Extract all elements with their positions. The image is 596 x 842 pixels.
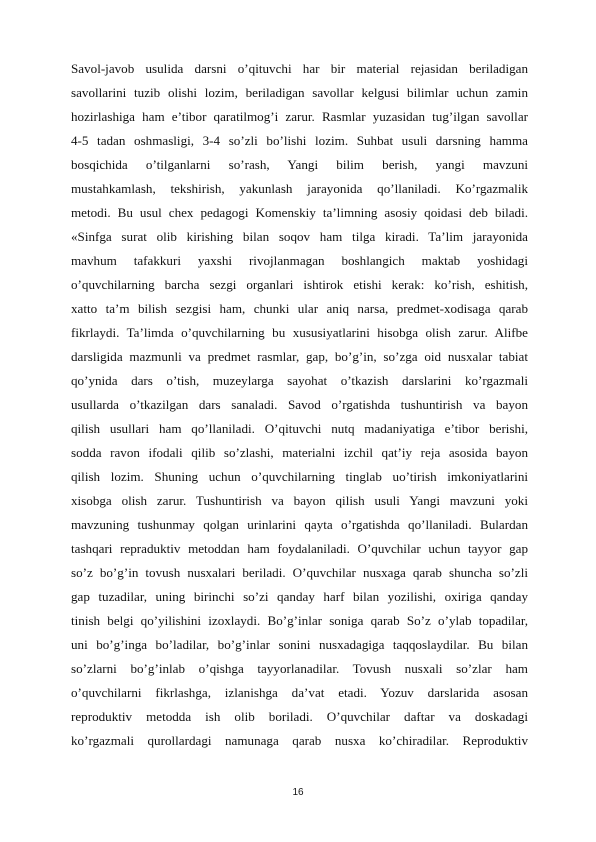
text-line: o’quvchilarni fikrlashga, izlanishga da’vat etadi. Yozuv darslarida asosan [71, 685, 528, 700]
text-line: ko’rgazmali qurollardagi namunaga qarab nusxa ko’chiradilar. Reproduktiv [71, 733, 528, 748]
text-line: reproduktiv metodda ish olib boriladi. O’quvchilar daftar va doskadagi [71, 709, 528, 724]
text-line: «Sinfga surat olib kirishing bilan soqov ham tilga kiradi. Ta’lim jarayonida [71, 229, 528, 244]
text-line: hozirlashiga ham e’tibor qaratilmog’i zarur. Rasmlar yuzasidan tug’ilgan savollar [71, 109, 528, 124]
text-line: mavhum tafakkuri yaxshi rivojlanmagan boshlangich maktab yoshidagi [71, 253, 528, 268]
text-line: usullarda o’tkazilgan dars sanaladi. Savod o’rgatishda tushuntirish va bayon [71, 397, 528, 412]
text-line: qo’ynida dars o’tish, muzeylarga sayohat o’tkazish darslarini ko’rgazmali [71, 373, 528, 388]
text-line: tinish belgi qo’yilishini izoxlaydi. Bo’g’inlar soniga qarab So’z o’ylab topadilar, [71, 613, 528, 628]
text-line: fikrlaydi. Ta’limda o’quvchilarning bu xususiyatlarini hisobga olish zarur. Alifbe [71, 325, 528, 340]
text-line: mavzuning tushunmay qolgan urinlarini qayta o’rgatishda qo’llaniladi. Bulardan [71, 517, 528, 532]
text-line: gap tuzadilar, uning birinchi so’zi qanday harf bilan yozilishi, oxiriga qanday [71, 589, 528, 604]
text-line: darsligida mazmunli va predmet rasmlar, gap, bo’g’in, so’zga oid nusxalar tabiat [71, 349, 528, 364]
text-line: tashqari repraduktiv metoddan ham foydalaniladi. O’quvchilar uchun tayyor gap [71, 541, 528, 556]
text-line: metodi. Bu usul chex pedagogi Komenskiy ta’limning asosiy qoidasi deb biladi. [71, 205, 528, 220]
page-number: 16 [292, 787, 304, 798]
text-line: xatto ta’m bilish sezgisi ham, chunki ular aniq narsa, predmet-xodisaga qarab [71, 301, 528, 316]
text-line: uni bo’g’inga bo’ladilar, bo’g’inlar sonini nusxadagiga taqqoslaydilar. Bu bilan [71, 637, 528, 652]
text-line: so’zlarni bo’g’inlab o’qishga tayyorlanadilar. Tovush nusxali so’zlar ham [71, 661, 528, 676]
text-line: qilish usullari ham qo’llaniladi. O’qituvchi nutq madaniyatiga e’tibor berishi, [71, 421, 528, 436]
text-line: savollarini tuzib olishi lozim, beriladigan savollar kelgusi bilimlar uchun zamin [71, 85, 528, 100]
text-line: bosqichida o’tilganlarni so’rash, Yangi bilim berish, yangi mavzuni [71, 157, 528, 172]
text-line: Savol-javob usulida darsni o’qituvchi har bir material rejasidan beriladigan [71, 61, 528, 76]
text-line: xisobga olish zarur. Tushuntirish va bayon qilish usuli Yangi mavzuni yoki [71, 493, 528, 508]
text-line: mustahkamlash, tekshirish, yakunlash jarayonida qo’llaniladi. Ko’rgazmalik [71, 181, 528, 196]
text-line: qilish lozim. Shuning uchun o’quvchilarning tinglab uo’tirish imkoniyatlarini [71, 469, 528, 484]
text-line: so’z bo’g’in tovush nusxalari beriladi. O’quvchilar nusxaga qarab shuncha so’zli [71, 565, 528, 580]
text-line: sodda ravon ifodali qilib so’zlashi, materialni izchil qat’iy reja asosida bayon [71, 445, 528, 460]
text-line: o’quvchilarning barcha sezgi organlari ishtirok etishi kerak: ko’rish, eshitish, [71, 277, 528, 292]
text-line: 4-5 tadan oshmasligi, 3-4 so’zli bo’lishi lozim. Suhbat usuli darsning hamma [71, 133, 528, 148]
